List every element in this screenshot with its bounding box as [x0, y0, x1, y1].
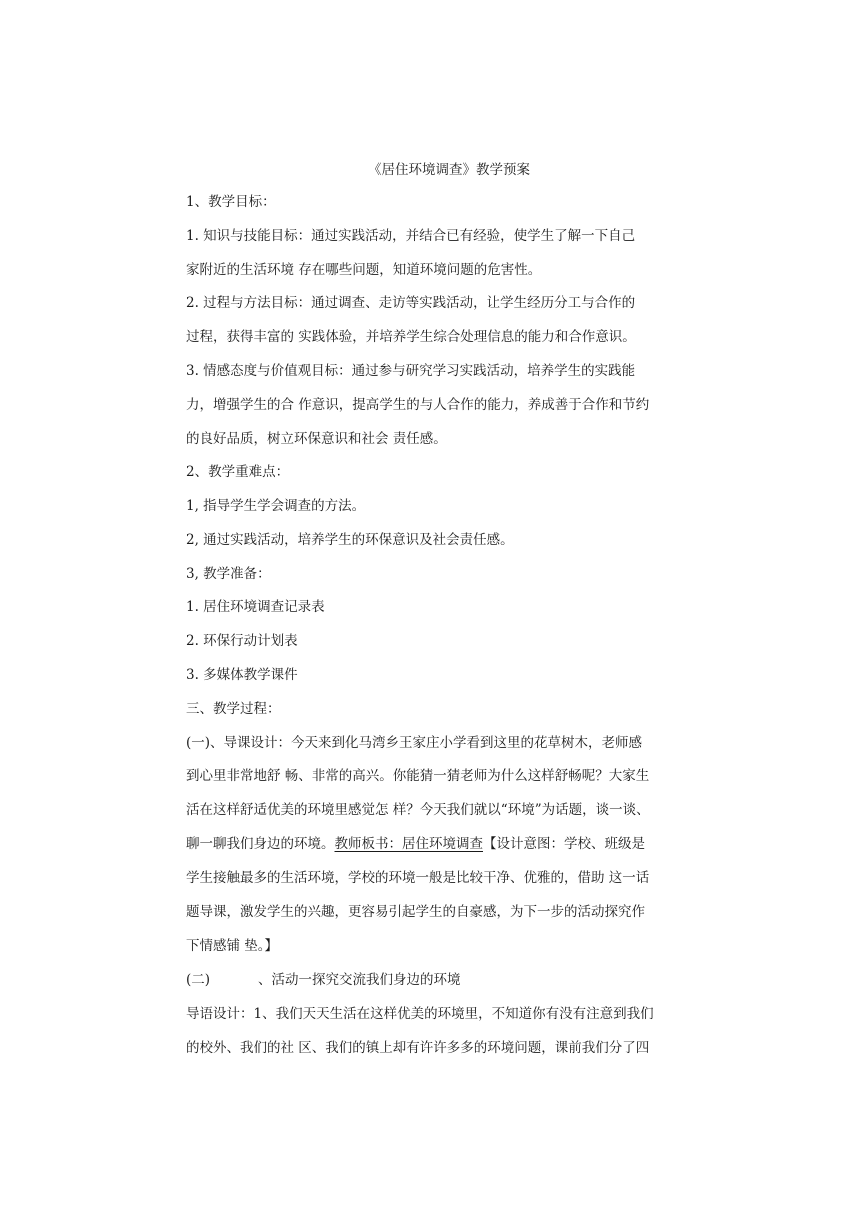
intro-paragraph-line-5: 学生接触最多的生活环境，学校的环境一般是比较干净、优雅的，借助 这一话: [186, 870, 650, 886]
section-heading-preparation: 3, 教学准备：: [186, 566, 271, 582]
objective-3-line-1: 3. 情感态度与价值观目标：通过参与研究学习实践活动，培养学生的实践能: [186, 363, 636, 379]
page-title: 《居住环境调查》教学预案: [368, 162, 530, 178]
intro-paragraph-line-2: 到心里非常地舒 畅、非常的高兴。你能猜一猜老师为什么这样舒畅呢？大家生: [186, 768, 650, 784]
activity-label: (二): [186, 972, 211, 988]
guide-paragraph-line-1: 导语设计：1、我们天天生活在这样优美的环境里，不知道你有没有注意到我们: [186, 1006, 654, 1022]
intro-text: 聊一聊我们身边的环境。: [186, 836, 335, 852]
intro-paragraph-line-7: 下情感铺 垫。】: [186, 938, 279, 954]
objective-1-line-1: 1. 知识与技能目标：通过实践活动，并结合已有经验，使学生了解一下自己: [186, 228, 636, 244]
section-heading-process: 三、教学过程：: [186, 701, 281, 717]
objective-3-line-3: 的良好品质，树立环保意识和社会 责任感。: [186, 431, 447, 447]
intro-paragraph-line-3: 活在这样舒适优美的环境里感觉怎 样？今天我们就以“环境”为话题，谈一谈、: [186, 802, 650, 818]
key-point-1: 1, 指导学生学会调查的方法。: [186, 498, 366, 514]
guide-paragraph-line-2: 的校外、我们的社 区、我们的镇上却有许许多多的环境问题，课前我们分了四: [186, 1040, 650, 1056]
preparation-item-1: 1. 居住环境调查记录表: [186, 599, 325, 615]
objective-3-line-2: 力，增强学生的合 作意识，提高学生的与人合作的能力，养成善于合作和节约: [186, 397, 650, 413]
objective-2-line-2: 过程，获得丰富的 实践体验，并培养学生综合处理信息的能力和合作意识。: [186, 329, 636, 345]
objective-1-line-2: 家附近的生活环境 存在哪些问题，知道环境问题的危害性。: [186, 262, 542, 278]
section-heading-key-points: 2、教学重难点：: [186, 464, 290, 480]
intro-paragraph-line-4: [186, 834, 645, 854]
board-writing: 教师板书：居住环境调查: [334, 836, 483, 852]
section-heading-objectives: 1、教学目标：: [186, 194, 276, 210]
preparation-item-2: 2. 环保行动计划表: [186, 633, 298, 649]
preparation-item-3: 3. 多媒体教学课件: [186, 667, 298, 683]
key-point-2: 2, 通过实践活动，培养学生的环保意识及社会责任感。: [186, 532, 514, 548]
activity-title: 、活动一探究交流我们身边的环境: [258, 972, 461, 988]
intro-paragraph-line-6: 题导课，激发学生的兴趣，更容易引起学生的自豪感，为下一步的活动探究作: [186, 904, 645, 920]
objective-2-line-1: 2. 过程与方法目标：通过调查、走访等实践活动，让学生经历分工与合作的: [186, 295, 636, 311]
design-intent-start: 【设计意图：学校、班级是: [483, 836, 645, 852]
intro-paragraph-line-1: (一)、导课设计：今天来到化马湾乡王家庄小学看到这里的花草树木，老师感: [186, 735, 643, 751]
